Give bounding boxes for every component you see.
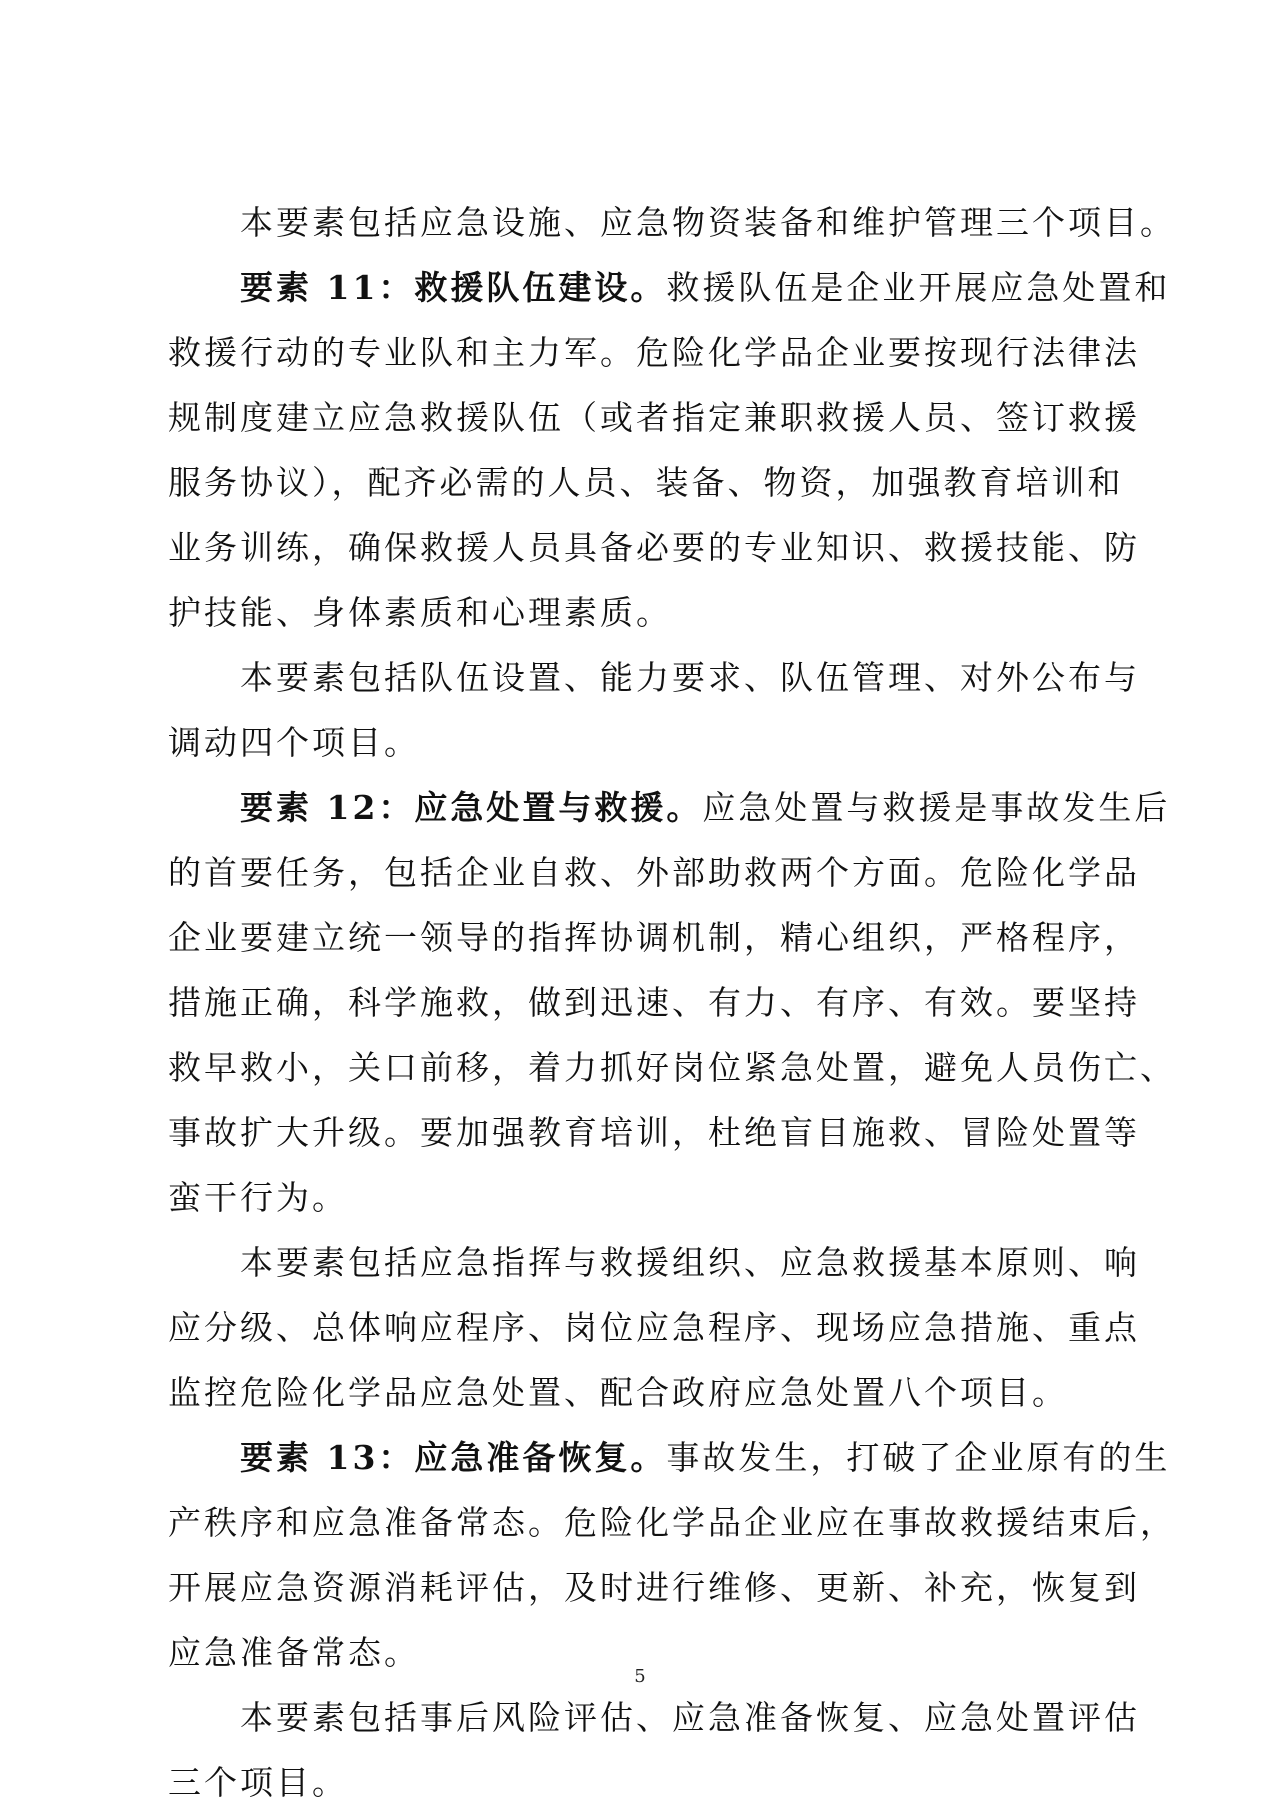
element-heading: 要素 13：应急准备恢复。 <box>240 1438 667 1477</box>
line-text: 蛮干行为。 <box>168 1178 348 1217</box>
line-text: 应急准备常态。 <box>168 1633 420 1672</box>
line-text: 本要素包括应急设施、应急物资装备和维护管理三个项目。 <box>240 203 1176 242</box>
paragraph-line <box>168 645 1140 710</box>
line-text: 调动四个项目。 <box>168 723 420 762</box>
page-number: 5 <box>634 1666 646 1687</box>
line-text: 业务训练，确保救援人员具备必要的专业知识、救援技能、防 <box>168 528 1140 567</box>
line-text: 服务协议），配齐必需的人员、装备、物资，加强教育培训和 <box>168 463 1124 502</box>
line-text: 应分级、总体响应程序、岗位应急程序、现场应急措施、重点 <box>168 1308 1140 1347</box>
line-text: 三个项目。 <box>168 1763 348 1802</box>
line-text: 监控危险化学品应急处置、配合政府应急处置八个项目。 <box>168 1373 1068 1412</box>
paragraph-line <box>168 385 1140 450</box>
line-text: 应急处置与救援是事故发生后 <box>702 788 1171 827</box>
paragraph-line <box>168 320 1140 385</box>
line-text: 措施正确，科学施救，做到迅速、有力、有序、有效。要坚持 <box>168 983 1140 1022</box>
paragraph-line <box>168 255 1171 320</box>
paragraph-line <box>168 450 1124 515</box>
paragraph-line <box>168 1555 1140 1620</box>
line-text: 开展应急资源消耗评估，及时进行维修、更新、补充，恢复到 <box>168 1568 1140 1607</box>
paragraph-line <box>168 1360 1108 1425</box>
line-text: 的首要任务，包括企业自救、外部助救两个方面。危险化学品 <box>168 853 1140 892</box>
paragraph-line <box>168 710 1108 775</box>
paragraph-line <box>168 1425 1171 1490</box>
paragraph-line <box>168 1230 1140 1295</box>
line-text: 事故扩大升级。要加强教育培训，杜绝盲目施救、冒险处置等 <box>168 1113 1140 1152</box>
line-text: 产秩序和应急准备常态。危险化学品企业应在事故救援结束后， <box>168 1503 1176 1542</box>
element-heading: 要素 11：救援队伍建设。 <box>240 268 667 307</box>
line-text: 救援行动的专业队和主力军。危险化学品企业要按现行法律法 <box>168 333 1140 372</box>
line-text: 本要素包括队伍设置、能力要求、队伍管理、对外公布与 <box>240 658 1140 697</box>
paragraph-line <box>168 1100 1140 1165</box>
paragraph-line <box>168 1035 1176 1100</box>
paragraph-line <box>168 1295 1140 1360</box>
paragraph-line <box>168 840 1140 905</box>
paragraph-line <box>168 1490 1176 1555</box>
paragraph-line <box>168 515 1140 580</box>
element-heading: 要素 12：应急处置与救援。 <box>240 788 703 827</box>
line-text: 规制度建立应急救援队伍（或者指定兼职救援人员、签订救援 <box>168 398 1140 437</box>
line-text: 救援队伍是企业开展应急处置和 <box>666 268 1171 307</box>
line-text: 本要素包括事后风险评估、应急准备恢复、应急处置评估 <box>240 1698 1140 1737</box>
line-text: 本要素包括应急指挥与救援组织、应急救援基本原则、响 <box>240 1243 1140 1282</box>
paragraph-line <box>168 1165 1108 1230</box>
line-text: 事故发生，打破了企业原有的生 <box>666 1438 1171 1477</box>
line-text: 护技能、身体素质和心理素质。 <box>168 593 672 632</box>
paragraph-line <box>168 1685 1140 1750</box>
paragraph-line <box>168 190 1176 255</box>
line-text: 救早救小，关口前移，着力抓好岗位紧急处置，避免人员伤亡、 <box>168 1048 1176 1087</box>
paragraph-line <box>168 1750 1108 1815</box>
paragraph-line <box>168 580 1108 645</box>
page-body <box>168 190 1176 1815</box>
line-text: 企业要建立统一领导的指挥协调机制，精心组织，严格程序， <box>168 918 1140 957</box>
paragraph-line <box>168 775 1171 840</box>
paragraph-line <box>168 905 1140 970</box>
paragraph-line <box>168 970 1140 1035</box>
